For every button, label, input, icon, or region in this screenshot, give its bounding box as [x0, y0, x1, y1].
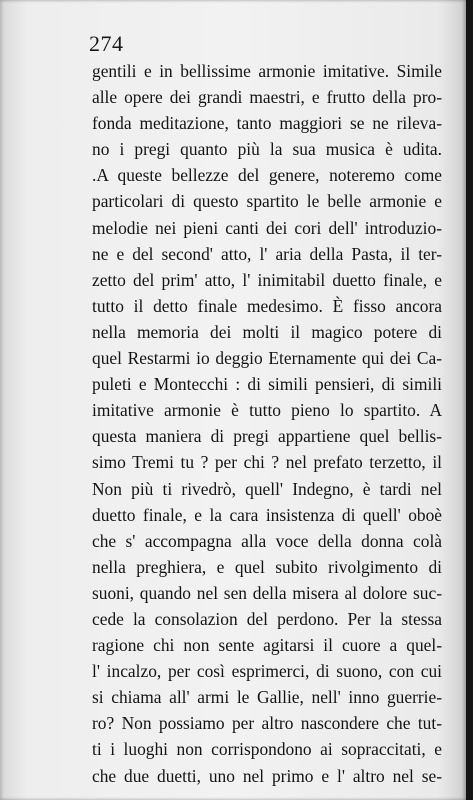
text-line: che due duetti, uno nel primo e l' altro nel se- [92, 765, 442, 786]
text-line: duetto finale, e la cara insistenza di quell' oboè [92, 504, 442, 525]
text-line: ti i luoghi non corrispondono ai sopraccitati, e [92, 739, 442, 760]
text-line: alle opere dei grandi maestri, e frutto della pro- [92, 87, 442, 108]
text-line: particolari di questo spartito le belle armonie e [92, 191, 442, 212]
text-line: puleti e Montecchi : di simili pensieri, di simili [92, 374, 442, 395]
text-line: fonda meditazione, tanto maggiori se ne rileva- [92, 113, 442, 134]
text-line: imitative armonie è tutto pieno lo spartito. A [92, 400, 442, 421]
text-line: suoni, quando nel sen della misera al dolore suc- [92, 582, 442, 603]
text-line: cede la consolazion del perdono. Per la stessa [92, 608, 442, 629]
text-line: ro? Non possiamo per altro nascondere che tut- [92, 713, 442, 734]
text-line: zetto del prim' atto, l' inimitabil duetto finale, e [92, 269, 442, 290]
text-line: tutto il detto finale medesimo. È fisso ancora [92, 295, 442, 316]
text-line: si chiama all' armi le Gallie, nell' inno guerrie- [92, 687, 442, 708]
text-line: ne e del second' atto, l' aria della Pasta, il ter- [92, 243, 442, 264]
text-line: quel Restarmi io deggio Eternamente qui dei Ca- [92, 348, 442, 369]
text-line: l' incalzo, per così esprimerci, di suono, con cui [92, 661, 442, 682]
text-line: che s' accompagna alla voce della donna colà [92, 530, 442, 551]
text-line: melodie nei pieni canti dei cori dell' introduzio- [92, 217, 442, 238]
text-line: Non più ti rivedrò, quell' Indegno, è tardi nel [92, 478, 442, 499]
text-line: gentili e in bellissime armonie imitative. Simile [92, 61, 442, 81]
text-line: nella memoria dei molti il magico potere di [92, 321, 442, 342]
text-line: nella preghiera, e quel subito rivolgimento di [92, 556, 442, 577]
text-line: simo Tremi tu ? per chi ? nel prefato terzetto, il [92, 452, 442, 473]
text-line: ragione chi non sente agitarsi il cuore a quel- [92, 635, 442, 656]
text-line: .A queste bellezze del genere, noteremo come [92, 165, 442, 186]
body-text [92, 58, 454, 789]
page-number: 274 [89, 31, 124, 56]
text-line: questa maniera di pregi appartiene quel bellis- [92, 426, 442, 447]
text-line: no i pregi quanto più la sua musica è udita. [92, 139, 442, 160]
page-edge-shadow [466, 0, 473, 800]
